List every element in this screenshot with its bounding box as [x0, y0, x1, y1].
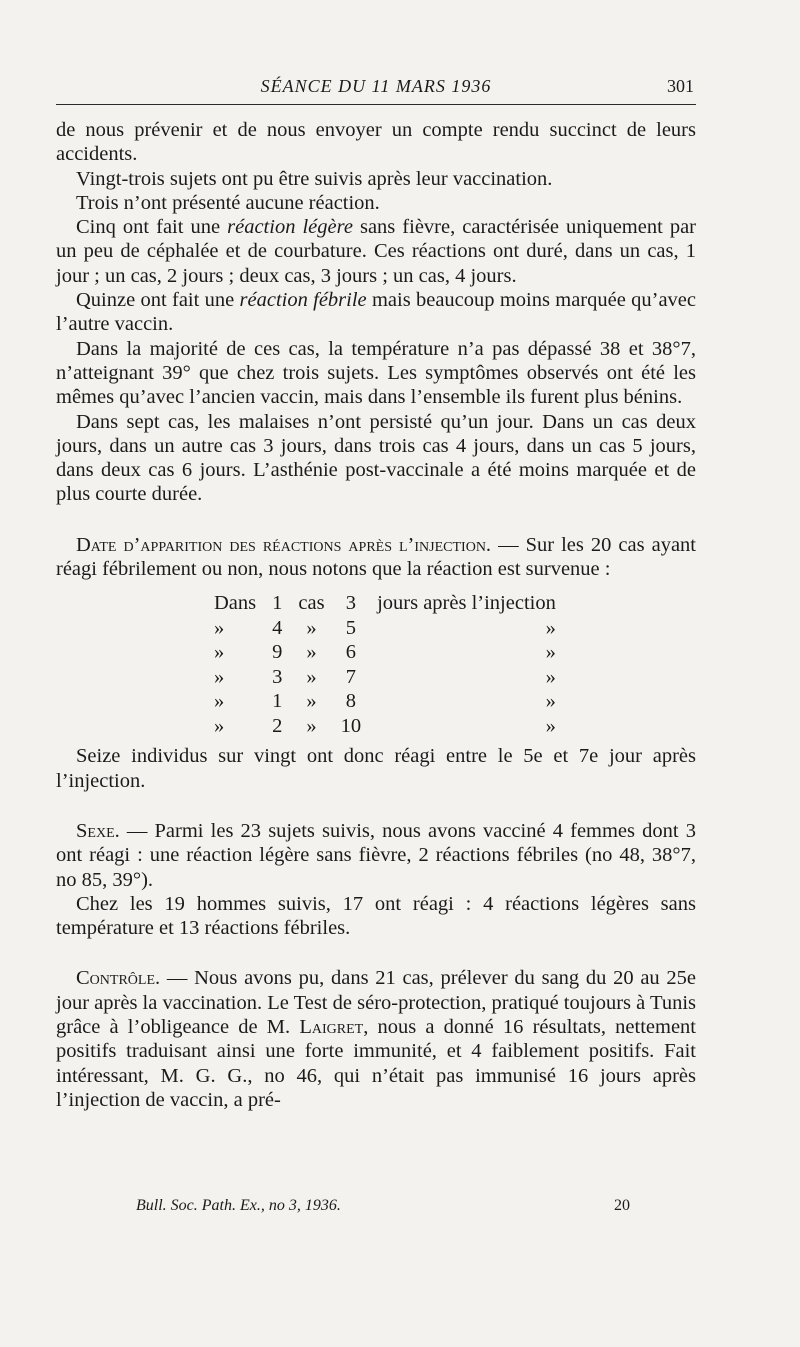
section-heading: Sexe.	[76, 819, 120, 842]
unit-cell: »	[306, 690, 317, 713]
table-row	[206, 591, 564, 616]
row-tail-cell: »	[545, 665, 556, 688]
emphasis-text: réaction fébrile	[239, 289, 367, 312]
row-tail-cell: »	[545, 616, 556, 639]
text: Quinze ont fait une	[76, 289, 240, 312]
text: — Parmi les 23 sujets suivis, nous avons vacciné 4 femmes dont 3 ont réagi : une réaction légère sans fièvre, 2 réactions fébriles (no 48, 38°7, no 85, 39°).	[56, 819, 696, 891]
text: mais beaucoup moins marquée qu’avec l’autre vaccin.	[56, 289, 696, 336]
days-cell: 10	[340, 714, 362, 737]
text: sans fièvre, caractérisée uniquement par un peu de céphalée et de courbature. Ces réactions ont duré, dans un cas, 1 jour ; un cas, 2 jours ; deux cas, 3 jours ; un cas, 4 jours.	[56, 216, 697, 287]
case-count-cell: 2	[272, 714, 283, 737]
reactions-table	[206, 591, 564, 738]
unit-cell: »	[306, 641, 317, 664]
row-tail-cell: jours après l’injection	[377, 592, 556, 615]
signature-mark: 20	[614, 1197, 630, 1214]
text: — Sur les 20 cas ayant réagi fébrilement ou non, nous notons que la réaction est survenue :	[56, 533, 696, 581]
paragraph	[56, 966, 696, 1112]
days-cell: 8	[345, 690, 356, 713]
table-row	[206, 689, 564, 714]
unit-cell: »	[306, 714, 317, 737]
days-cell: 7	[345, 665, 356, 688]
paragraph: de nous prévenir et de nous envoyer un compte rendu succinct de leurs accidents.	[56, 119, 696, 166]
running-head	[56, 74, 696, 105]
paragraph: Dans sept cas, les malaises n’ont persisté qu’un jour. Dans un cas deux jours, dans un autre cas 3 jours, dans trois cas 4 jours, dans un cas 5 jours, dans deux cas 6 jours. L’asthénie post-vaccinale a été moins marquée et de plus courte durée.	[56, 410, 696, 506]
row-lead-cell: Dans	[214, 592, 257, 615]
case-count-cell: 3	[272, 665, 283, 688]
case-count-cell: 4	[272, 616, 283, 639]
paragraph	[56, 215, 696, 288]
unit-cell: cas	[298, 592, 325, 615]
row-tail-cell: »	[545, 641, 556, 664]
paragraph: Vingt-trois sujets ont pu être suivis après leur vaccination.	[76, 167, 553, 190]
row-lead-cell: »	[214, 714, 225, 737]
page-number: 301	[667, 76, 694, 96]
unit-cell: »	[306, 616, 317, 639]
row-lead-cell: »	[214, 690, 225, 713]
case-count-cell: 9	[272, 641, 283, 664]
row-tail-cell: »	[545, 690, 556, 713]
journal-citation: Bull. Soc. Path. Ex., no 3, 1936.	[136, 1197, 341, 1214]
table-row	[206, 665, 564, 690]
case-count-cell: 1	[272, 592, 283, 615]
case-count-cell: 1	[272, 690, 283, 713]
days-cell: 5	[345, 616, 356, 639]
page-title: SÉANCE DU 11 MARS 1936	[260, 76, 492, 96]
author-name: Laigret	[299, 1016, 364, 1039]
section-gap	[56, 507, 696, 533]
paragraph	[56, 533, 696, 582]
section-heading: Contrôle.	[76, 967, 161, 990]
paragraph: Dans la majorité de ces cas, la température n’a pas dépassé 38 et 38°7, n’atteignant 39° que chez trois sujets. Les symptômes observés ont été les mêmes qu’avec l’ancien vaccin, mais dans l’ensemble ils furent plus bénins.	[56, 337, 696, 409]
emphasis-text: réaction légère	[227, 216, 353, 239]
days-cell: 3	[345, 592, 356, 615]
text: Cinq ont fait une	[76, 216, 228, 239]
row-lead-cell: »	[214, 641, 225, 664]
paragraph	[56, 819, 696, 892]
table-row	[206, 640, 564, 665]
paragraph: Trois n’ont présenté aucune réaction.	[76, 191, 380, 214]
row-lead-cell: »	[214, 616, 225, 639]
paragraph	[56, 288, 696, 337]
text: — Nous avons pu, dans 21 cas, prélever du sang du 20 au 25e jour après la vaccination. Le Test de séro-protection, pratiqué toujours à Tunis grâce à l’obligeance de M.	[56, 967, 696, 1039]
row-tail-cell: »	[545, 714, 556, 737]
section-gap	[56, 793, 696, 819]
unit-cell: »	[306, 665, 317, 688]
section-gap	[56, 940, 696, 966]
paragraph: Seize individus sur vingt ont donc réagi entre le 5e et 7e jour après l’injection.	[56, 745, 696, 792]
text: , nous a donné 16 résultats, nettement positifs traduisant ainsi une forte immunité, et 4 faiblement positifs. Fait intéressant, M. G. G., no 46, qui n’était pas immunisé 16 jours après l’injection de vaccin, a pré-	[56, 1016, 697, 1111]
days-cell: 6	[345, 641, 356, 664]
table-row	[206, 714, 564, 739]
body-text	[56, 118, 696, 1112]
row-lead-cell: »	[214, 665, 225, 688]
section-heading: Date d’apparition des réactions après l’injection.	[76, 533, 492, 556]
paragraph: Chez les 19 hommes suivis, 17 ont réagi : 4 réactions légères sans température et 13 réactions fébriles.	[56, 892, 696, 940]
table-row	[206, 616, 564, 641]
